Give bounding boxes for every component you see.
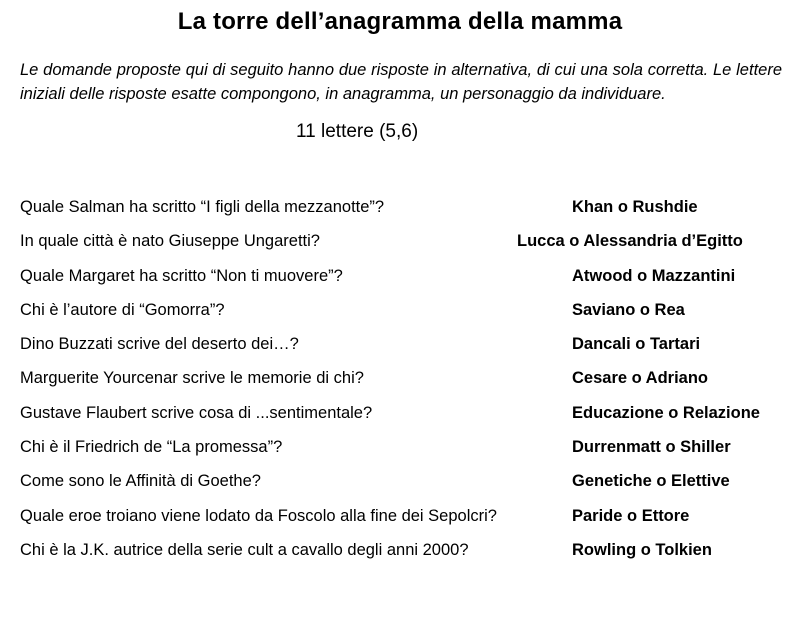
question-text: Gustave Flaubert scrive cosa di ...sentimentale? [20,403,373,422]
question-row [20,436,780,470]
answer-options: Rowling o Tolkien [572,540,712,559]
answer-options: Dancali o Tartari [572,335,701,354]
question-row [20,402,780,436]
question-row [20,333,780,367]
question-row [20,539,780,573]
question-row [20,505,780,539]
question-text: Quale Margaret ha scritto “Non ti muovere”? [20,266,343,285]
question-row [20,367,780,401]
question-text: Come sono le Affinità di Goethe? [20,472,261,491]
question-row [20,196,780,230]
answer-options: Khan o Rushdie [572,198,698,216]
answer-options: Saviano o Rea [572,300,685,319]
question-row [20,299,780,333]
question-text: Quale Salman ha scritto “I figli della mezzanotte”? [20,198,385,216]
page-title: La torre dell’anagramma della mamma [177,8,623,35]
question-text: In quale città è nato Giuseppe Ungaretti? [20,232,320,251]
question-row [20,230,780,264]
answer-options: Durrenmatt o Shiller [572,438,731,457]
question-text: Chi è la J.K. autrice della serie cult a cavallo degli anni 2000? [20,540,469,559]
question-row [20,265,780,299]
question-list [20,196,780,573]
question-text: Chi è l’autore di “Gomorra”? [20,300,225,319]
answer-options: Paride o Ettore [572,506,690,525]
question-text: Chi è il Friedrich de “La promessa”? [20,438,283,457]
letter-count-hint: 11 lettere (5,6) [296,121,419,142]
question-text: Dino Buzzati scrive del deserto dei…? [20,335,299,354]
answer-options: Genetiche o Elettive [572,472,730,491]
instructions-paragraph: Le domande proposte qui di seguito hanno due risposte in alternativa, di cui una sola corretta. Le lettere iniziali delle risposte esatte compongono, in anagramma, un personaggio da individuare. [20,61,782,103]
answer-options: Atwood o Mazzantini [572,266,736,285]
answer-options: Educazione o Relazione [572,403,760,422]
question-text: Marguerite Yourcenar scrive le memorie di chi? [20,369,364,388]
answer-options: Lucca o Alessandria d’Egitto [517,232,743,251]
answer-options: Cesare o Adriano [572,369,709,388]
question-row [20,470,780,504]
question-text: Quale eroe troiano viene lodato da Foscolo alla fine dei Sepolcri? [20,506,497,525]
